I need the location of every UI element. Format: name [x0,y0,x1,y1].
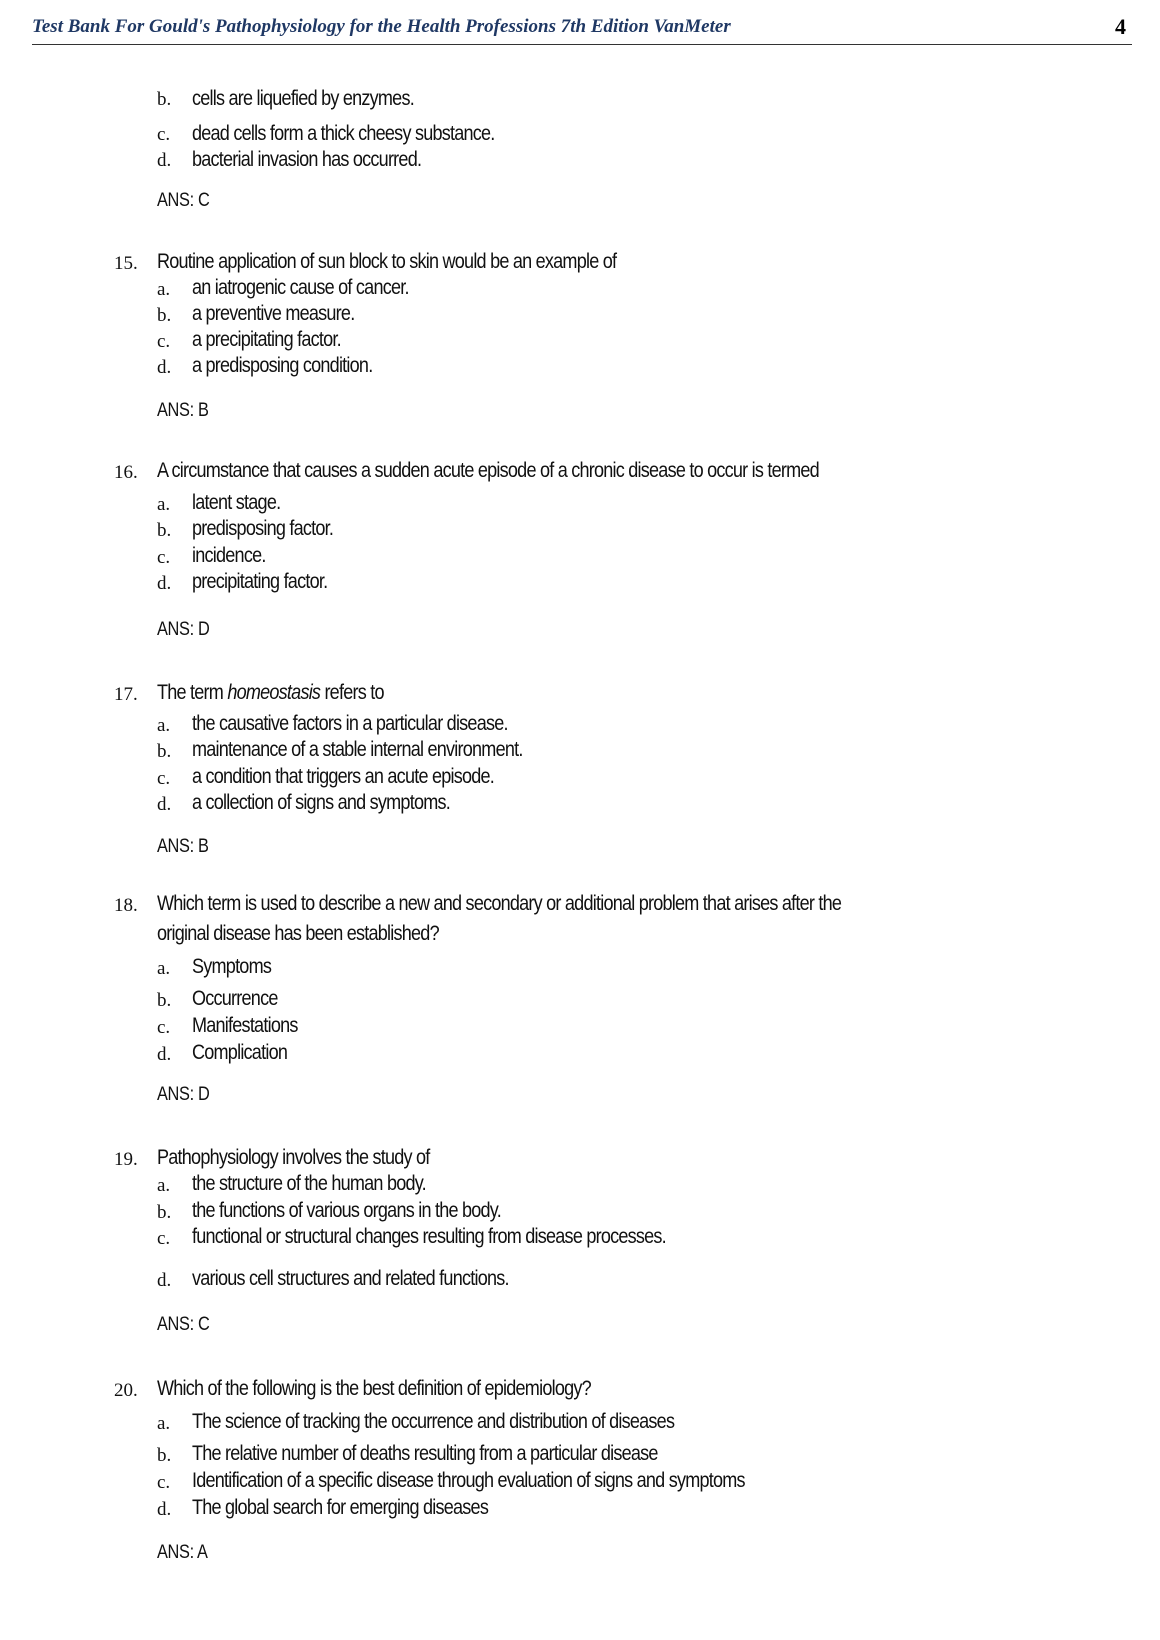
option-letter: c. [157,547,171,568]
option-text: precipitating factor. [192,570,328,593]
option-text: The global search for emerging diseases [192,1496,489,1519]
option-letter: b. [157,741,172,762]
option-letter: d. [157,357,172,378]
option-text: the causative factors in a particular disease. [192,712,508,735]
option-letter: c. [157,768,171,789]
option-text: a condition that triggers an acute episode. [192,765,495,788]
page-header [32,14,1132,45]
option-letter: a. [157,958,171,979]
option-letter: b. [157,520,172,541]
question-stem-line-1: Which term is used to describe a new and secondary or additional problem that arises after the [157,892,842,915]
option-letter: c. [157,124,171,145]
answer-key: ANS: D [157,619,210,640]
answer-key: ANS: D [157,1084,210,1105]
option-text: a preventive measure. [192,302,355,325]
option-letter: a. [157,279,171,300]
question-number: 20. [114,1380,138,1401]
option-letter: b. [157,990,172,1011]
option-letter: a. [157,1175,171,1196]
question-stem: Routine application of sun block to skin would be an example of [157,250,617,273]
option-letter: d. [157,794,172,815]
option-letter: b. [157,305,172,326]
question-stem: The term homeostasis refers to [157,681,384,704]
option-text: The relative number of deaths resulting from a particular disease [192,1442,658,1465]
question-stem: Which of the following is the best definition of epidemiology? [157,1377,591,1400]
option-letter: d. [157,150,172,171]
option-text: the structure of the human body. [192,1172,426,1195]
option-text: the functions of various organs in the body. [192,1199,501,1222]
option-text: dead cells form a thick cheesy substance. [192,122,495,145]
option-text: latent stage. [192,491,281,514]
option-text: incidence. [192,544,266,567]
option-letter: a. [157,494,171,515]
option-text: Complication [192,1041,288,1064]
answer-key: ANS: B [157,400,209,421]
option-letter: d. [157,1044,172,1065]
page-number: 4 [1115,14,1126,39]
question-number: 18. [114,895,138,916]
option-text: an iatrogenic cause of cancer. [192,276,409,299]
option-text: a predisposing condition. [192,354,373,377]
option-letter: d. [157,1270,172,1291]
option-text: functional or structural changes resulting from disease processes. [192,1225,666,1248]
question-number: 16. [114,462,138,483]
option-text: The science of tracking the occurrence and distribution of diseases [192,1410,675,1433]
answer-key: ANS: C [157,190,210,211]
option-text: Manifestations [192,1014,298,1037]
question-stem: A circumstance that causes a sudden acute episode of a chronic disease to occur is termed [157,459,819,482]
question-number: 15. [114,253,138,274]
option-letter: a. [157,715,171,736]
option-letter: c. [157,1017,171,1038]
answer-key: ANS: C [157,1314,210,1335]
running-title: Test Bank For Gould's Pathophysiology for the Health Professions 7th Edition VanMeter [32,16,731,37]
option-text: maintenance of a stable internal environment. [192,738,523,761]
option-letter: c. [157,1472,171,1493]
question-stem-line-2: original disease has been established? [157,922,439,945]
option-text: cells are liquefied by enzymes. [192,87,414,110]
option-letter: c. [157,331,171,352]
option-letter: b. [157,1445,172,1466]
option-text: various cell structures and related functions. [192,1267,509,1290]
question-stem: Pathophysiology involves the study of [157,1146,430,1169]
question-number: 17. [114,684,138,705]
answer-key: ANS: A [157,1542,208,1563]
option-letter: b. [157,89,172,110]
option-text: a collection of signs and symptoms. [192,791,450,814]
option-text: a precipitating factor. [192,328,341,351]
option-letter: c. [157,1228,171,1249]
option-text: predisposing factor. [192,517,334,540]
option-letter: d. [157,1499,172,1520]
option-letter: b. [157,1202,172,1223]
answer-key: ANS: B [157,836,209,857]
option-text: Symptoms [192,955,272,978]
question-number: 19. [114,1149,138,1170]
option-text: bacterial invasion has occurred. [192,148,422,171]
option-text: Identification of a specific disease through evaluation of signs and symptoms [192,1469,745,1492]
option-letter: a. [157,1413,171,1434]
option-text: Occurrence [192,987,278,1010]
option-letter: d. [157,573,172,594]
